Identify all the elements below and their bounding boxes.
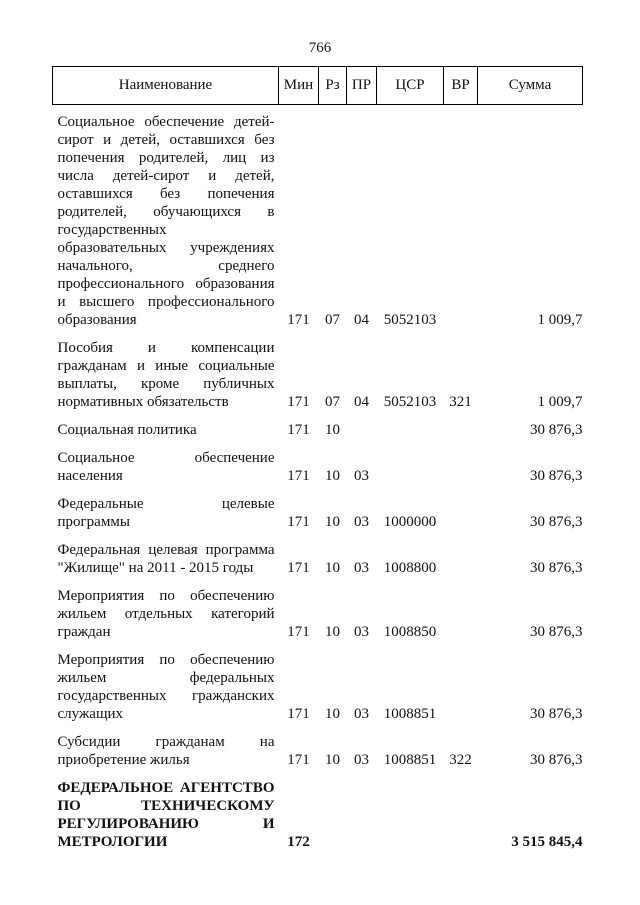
row-pr: 03 xyxy=(354,514,369,530)
row-name: Социальная политика xyxy=(57,422,197,438)
row-vr xyxy=(444,643,478,725)
row-sum: 30 876,3 xyxy=(530,468,583,484)
row-name: Федеральные целевые программы xyxy=(57,496,275,530)
row-min: 171 xyxy=(287,624,310,640)
row-csr: 1000000 xyxy=(383,514,437,530)
row-name: Мероприятия по обеспечению жильем отдельных категорий граждан xyxy=(57,588,275,640)
row-sum: 30 876,3 xyxy=(530,706,583,722)
header-pr: ПР xyxy=(347,67,377,105)
row-rz: 10 xyxy=(325,422,340,438)
table-row xyxy=(53,105,583,332)
row-vr xyxy=(444,441,478,487)
table-row xyxy=(53,331,583,413)
row-pr xyxy=(347,413,377,441)
row-name: Пособия и компенсации гражданам и иные социальные выплаты, кроме публичных нормативных обязательств xyxy=(57,340,275,410)
row-csr xyxy=(377,413,444,441)
row-sum: 30 876,3 xyxy=(530,560,583,576)
row-csr: 5052103 xyxy=(383,312,437,328)
row-name: Социальное обеспечение детей-сирот и детей, оставшихся без попечения родителей, лиц из числа детей-сирот и детей, оставшихся без попечения родителей, обучающихся в государственных образовательных учреждениях начального, среднего профессионального образования и высшего профессионального образования xyxy=(57,114,275,328)
row-name: Социальное обеспечение населения xyxy=(57,450,275,484)
table-row xyxy=(53,643,583,725)
row-pr: 04 xyxy=(354,312,369,328)
row-csr xyxy=(377,771,444,853)
row-rz: 07 xyxy=(325,394,340,410)
header-vr: ВР xyxy=(444,67,478,105)
table-body xyxy=(53,105,583,854)
header-sum: Сумма xyxy=(478,67,583,105)
row-rz: 07 xyxy=(325,312,340,328)
header-row xyxy=(53,67,583,105)
header-csr: ЦСР xyxy=(377,67,444,105)
row-vr xyxy=(444,105,478,332)
row-min: 171 xyxy=(287,752,310,768)
row-name: Субсидии гражданам на приобретение жилья xyxy=(57,734,275,768)
row-vr xyxy=(444,533,478,579)
row-pr: 03 xyxy=(354,468,369,484)
row-sum: 30 876,3 xyxy=(530,624,583,640)
row-min: 171 xyxy=(287,514,310,530)
row-sum: 30 876,3 xyxy=(530,422,583,438)
budget-table xyxy=(52,66,583,853)
table-row xyxy=(53,725,583,771)
header-rz: Рз xyxy=(319,67,347,105)
row-vr xyxy=(444,579,478,643)
header-name: Наименование xyxy=(53,67,279,105)
row-csr: 5052103 xyxy=(383,394,437,410)
row-vr: 322 xyxy=(449,752,472,768)
table-row xyxy=(53,487,583,533)
row-name: ФЕДЕРАЛЬНОЕ АГЕНТСТВО ПО ТЕХНИЧЕСКОМУ РЕГУЛИРОВАНИЮ И МЕТРОЛОГИИ xyxy=(57,780,275,850)
row-vr xyxy=(444,413,478,441)
row-sum: 30 876,3 xyxy=(530,752,583,768)
row-min: 171 xyxy=(287,560,310,576)
row-min: 171 xyxy=(287,312,310,328)
row-csr: 1008851 xyxy=(383,752,437,768)
row-csr: 1008851 xyxy=(383,706,437,722)
table-row xyxy=(53,441,583,487)
row-sum: 1 009,7 xyxy=(537,312,583,328)
row-vr xyxy=(444,771,478,853)
table-row xyxy=(53,771,583,853)
row-pr: 03 xyxy=(354,560,369,576)
row-min: 171 xyxy=(287,468,310,484)
row-sum: 3 515 845,4 xyxy=(511,834,583,850)
row-name: Мероприятия по обеспечению жильем федеральных государственных гражданских служащих xyxy=(57,652,275,722)
table-header xyxy=(53,67,583,105)
row-vr: 321 xyxy=(449,394,472,410)
row-sum: 1 009,7 xyxy=(537,394,583,410)
row-pr xyxy=(347,771,377,853)
row-rz: 10 xyxy=(325,706,340,722)
row-vr xyxy=(444,487,478,533)
row-min: 172 xyxy=(287,834,310,850)
row-csr: 1008800 xyxy=(383,560,437,576)
row-pr: 03 xyxy=(354,752,369,768)
row-rz: 10 xyxy=(325,514,340,530)
row-pr: 03 xyxy=(354,706,369,722)
table-row xyxy=(53,533,583,579)
row-pr: 04 xyxy=(354,394,369,410)
row-rz: 10 xyxy=(325,560,340,576)
row-csr xyxy=(377,441,444,487)
row-rz: 10 xyxy=(325,624,340,640)
row-min: 171 xyxy=(287,422,310,438)
page-number: 766 xyxy=(308,40,332,56)
table-row xyxy=(53,579,583,643)
table-row xyxy=(53,413,583,441)
row-min: 171 xyxy=(287,706,310,722)
row-csr: 1008850 xyxy=(383,624,437,640)
row-rz xyxy=(319,771,347,853)
header-min: Мин xyxy=(279,67,319,105)
row-name: Федеральная целевая программа "Жилище" на 2011 - 2015 годы xyxy=(57,542,275,576)
row-min: 171 xyxy=(287,394,310,410)
row-pr: 03 xyxy=(354,624,369,640)
row-rz: 10 xyxy=(325,752,340,768)
row-rz: 10 xyxy=(325,468,340,484)
row-sum: 30 876,3 xyxy=(530,514,583,530)
